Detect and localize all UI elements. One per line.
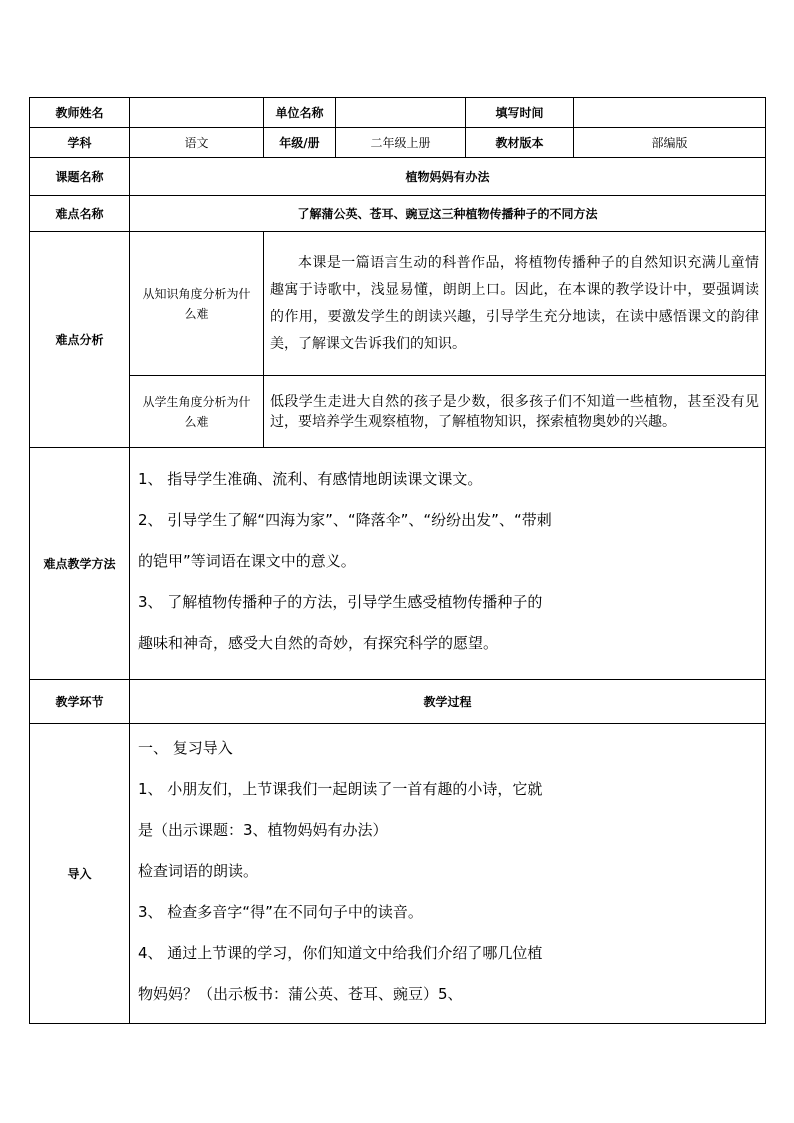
lesson-title: 植物妈妈有办法 [130,158,766,196]
method-label: 难点教学方法 [30,448,130,680]
fill-time-value[interactable] [574,98,766,128]
analysis-student-row [30,376,766,448]
method-line: 3、 了解植物传播种子的方法，引导学生感受植物传播种子的 [138,593,543,611]
subject-label: 学科 [30,128,130,158]
process-header: 教学过程 [130,680,766,724]
subject-row [30,128,766,158]
edition-value: 部编版 [574,128,766,158]
intro-line: 是（出示课题：3、植物妈妈有办法） [138,821,388,839]
process-header-row [30,680,766,724]
intro-line: 一、 复习导入 [138,739,233,757]
analysis-label: 难点分析 [30,232,130,448]
knowledge-angle-text: 本课是一篇语言生动的科普作品，将植物传播种子的自然知识充满儿童情趣寓于诗歌中，浅显易懂，朗朗上口。因此，在本课的教学设计中，要强调读的作用，要激发学生的朗读兴趣，引导学生充分地读，在读中感悟课文的韵律美，了解课文告诉我们的知识。 [264,232,766,376]
grade-value: 二年级上册 [336,128,466,158]
student-angle-text: 低段学生走进大自然的孩子是少数，很多孩子们不知道一些植物，甚至没有见过，要培养学生观察植物，了解植物知识，探索植物奥妙的兴趣。 [264,376,766,448]
method-line: 趣味和神奇，感受大自然的奇妙，有探究科学的愿望。 [138,634,499,652]
student-angle-label: 从学生角度分析为什么难 [130,376,264,448]
knowledge-angle-label: 从知识角度分析为什么难 [130,232,264,376]
intro-line: 检查词语的朗读。 [138,862,259,880]
method-line: 的铠甲”等词语在课文中的意义。 [138,552,356,570]
analysis-knowledge-row [30,232,766,376]
lesson-row [30,158,766,196]
header-row [30,98,766,128]
method-line: 1、 指导学生准确、流利、有感情地朗读课文课文。 [138,470,483,488]
method-line: 2、 引导学生了解“四海为家”、“降落伞”、“纷纷出发”、“带刺 [138,511,552,529]
stage-header: 教学环节 [30,680,130,724]
intro-line: 物妈妈？（出示板书：蒲公英、苍耳、豌豆）5、 [138,985,463,1003]
subject-value: 语文 [130,128,264,158]
teacher-name-label: 教师姓名 [30,98,130,128]
intro-line: 3、 检查多音字“得”在不同句子中的读音。 [138,903,423,921]
intro-line: 1、 小朋友们，上节课我们一起朗读了一首有趣的小诗，它就 [138,780,543,798]
grade-label: 年级/册 [264,128,336,158]
lesson-plan-table [29,97,766,1024]
method-row [30,448,766,680]
difficulty-label: 难点名称 [30,196,130,232]
difficulty-value: 了解蒲公英、苍耳、豌豆这三种植物传播种子的不同方法 [130,196,766,232]
method-content [130,448,766,680]
teacher-name-value[interactable] [130,98,264,128]
intro-line: 4、 通过上节课的学习，你们知道文中给我们介绍了哪几位植 [138,944,543,962]
difficulty-row [30,196,766,232]
intro-label: 导入 [30,724,130,1024]
edition-label: 教材版本 [466,128,574,158]
unit-value[interactable] [336,98,466,128]
intro-content [130,724,766,1024]
lesson-label: 课题名称 [30,158,130,196]
unit-label: 单位名称 [264,98,336,128]
fill-time-label: 填写时间 [466,98,574,128]
intro-row [30,724,766,1024]
